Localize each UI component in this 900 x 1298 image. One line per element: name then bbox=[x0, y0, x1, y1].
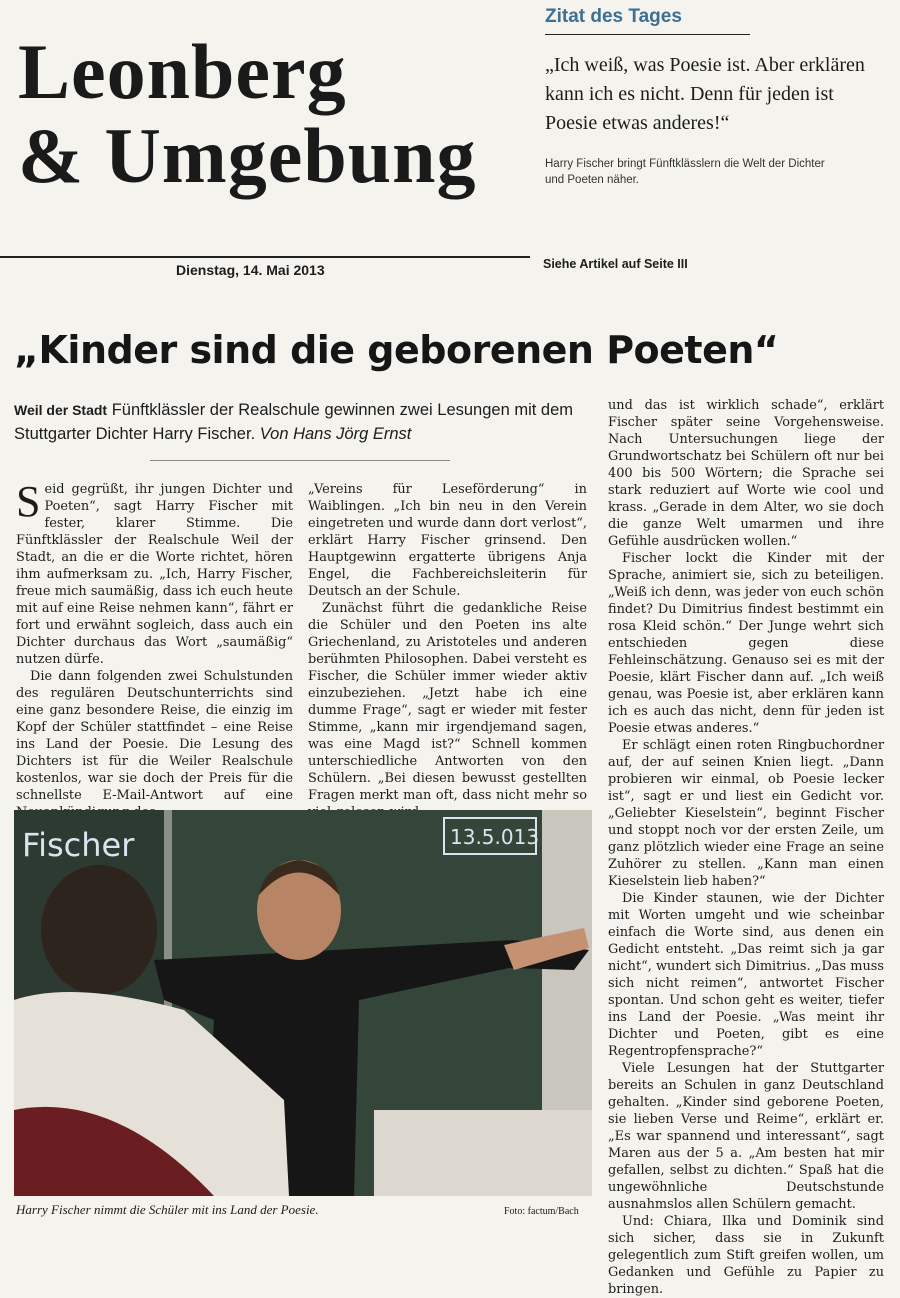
masthead-title bbox=[18, 30, 528, 198]
article-column-2 bbox=[308, 481, 587, 821]
column-3-paragraph-2: Fischer lockt die Kinder mit der Sprache, animiert sie, sich zu beteiligen. „Weiß ich denn, was jeder von euch schön findet? Du Dimitrius findest bestimmt ein rosa Kleid schön.“ Der Junge wehrt sich entschieden gegen diese Fehleinschätzung. Genauso sei es mit der Poesie, klärt Fischer dann auf. „Ich weiß genau, was Poesie ist, aber erklären kann ich es auch das nicht, denn für jeden ist Poesie etwas anderes.“ bbox=[608, 551, 884, 736]
masthead-divider bbox=[0, 256, 530, 258]
photo-credit: Foto: factum/Bach bbox=[504, 1206, 579, 1217]
lead-place: Weil der Stadt bbox=[14, 402, 108, 418]
board-text-right: 13.5.013 bbox=[450, 825, 540, 849]
classroom-photo-illustration bbox=[14, 810, 592, 1196]
masthead-line-2: & Umgebung bbox=[18, 112, 477, 199]
article-photo bbox=[14, 810, 592, 1196]
column-3-paragraph-1: und das ist wirklich schade“, erklärt Fischer später seine Vorgehensweise. Nach Untersuchungen liege der Grundwortschatz bei Schülern oft nur bei 400 bis 500 Wörtern; die Sprache sei stark reduziert auf Worte wie cool und krass. „Gerade in dem Alter, wo sie doch die ganze Welt umarmen und ihre Gefühle ausdrücken wollen.“ bbox=[608, 398, 884, 549]
quote-divider bbox=[545, 34, 750, 35]
masthead-line-1: Leonberg bbox=[18, 28, 347, 115]
article-column-1 bbox=[16, 477, 293, 821]
board-text-left: Fischer bbox=[22, 826, 135, 864]
drop-cap: S bbox=[16, 477, 41, 526]
quote-caption: Harry Fischer bringt Fünftklässlern die Welt der Dichter und Poeten näher. bbox=[545, 158, 825, 186]
column-3-paragraph-5: Viele Lesungen hat der Stuttgarter bereits an Schulen in ganz Deutschland gehalten. „Kinder sind geborene Poeten, sie lieben Verse und Reime“, erklärt er. „Es war spannend und interessant“, sagt Maren aus der 5 a. „Am besten hat mir gefallen, selbst zu dichten.“ Spaß hat die ungewöhnliche Deutschstunde ausnahmslos allen Schülern gemacht. bbox=[608, 1061, 884, 1212]
column-3-paragraph-6: Und: Chiara, Ilka und Dominik sind sich sicher, dass sie in Zukunft gelegentlich zum Stift greifen wollen, um Gedanken und Gefühle zu Papier zu bringen. bbox=[608, 1214, 884, 1297]
quote-page-reference: Siehe Artikel auf Seite III bbox=[543, 257, 688, 271]
article-lead bbox=[14, 398, 589, 446]
quote-text: „Ich weiß, was Poesie ist. Aber erklären kann ich es nicht. Denn für jeden ist Poesie etwas anderes!“ bbox=[545, 54, 865, 134]
column-1-paragraph-1: Seid gegrüßt, ihr jungen Dichter und Poeten“, sagt Harry Fischer mit fester, klarer Stimme. Die Fünftklässler der Realschule Weil der Stadt, an die er die Worte richtet, hören ihm aufmerksam zu. „Ich, Harry Fischer, freue mich saumäßig, dass ich euch heute mit auf eine Reise nehmen kann“, fährt er fort und erwähnt sogleich, dass auch ein Dichter durchaus das Wort „saumäßig“ nutzen dürfe. bbox=[16, 477, 293, 667]
quote-heading: Zitat des Tages bbox=[545, 6, 682, 27]
quote-of-the-day bbox=[545, 6, 875, 188]
column-3-paragraph-3: Er schlägt einen roten Ringbuchordner auf, der auf seinen Knien liegt. „Dann probieren wir einmal, ob Poesie lecker ist“, sagt er und liest ein Gedicht vor. „Geliebter Kieselstein“, beginnt Fischer und stoppt noch vor der ersten Zeile, um ganz plötzlich wieder eine Frage an seine Zuhörer zu stellen. „Kann man einen Kieselstein lieb haben?“ bbox=[608, 738, 884, 889]
column-1-paragraph-2: Die dann folgenden zwei Schulstunden des regulären Deutschunterrichts sind eine ganz besondere Reise, die einzig im Kopf der Schüler stattfindet – eine Reise ins Land der Poesie. Die Lesung des Dichters ist für die Weiler Realschule kostenlos, war sie doch der Preis für die schnellste E-Mail-Antwort auf eine bbox=[16, 669, 293, 803]
article-headline: „Kinder sind die geborenen Poeten“ bbox=[14, 328, 779, 372]
issue-date: Dienstag, 14. Mai 2013 bbox=[176, 262, 325, 278]
lead-text: Fünftklässler der Realschule gewinnen zwei Lesungen mit dem Stuttgarter Dichter Harry Fischer. bbox=[14, 401, 574, 443]
lead-author: Von Hans Jörg Ernst bbox=[259, 425, 412, 443]
column-2-paragraph-2: Zunächst führt die gedankliche Reise die Schüler und den Poeten ins alte Griechenland, zu Aristoteles und anderen berühmten Philosophen. Dabei versteht es Fischer, die Schüler immer wieder aktiv einzubeziehen. „Jetzt habe ich eine dumme Frage“, sagt er wieder mit fester Stimme, „kann mir irgendjemand sagen, was eine Magd ist?“ Schnell kommen unterschiedliche Antworten von den Schülern. „Bei diesen bewusst gestellten Fragen merkt man oft, dass nicht mehr so bbox=[308, 601, 587, 803]
article-column-3 bbox=[608, 397, 884, 1298]
column-2-paragraph-1: „Vereins für Leseförderung“ in Waiblingen. „Ich bin neu in den Verein eingetreten und wurde dann dort verlost“, erklärt Harry Fischer grinsend. Den Hauptgewinn ergatterte übrigens Anja Engel, die Fachbereichsleiterin für Deutsch an der Schule. bbox=[308, 482, 587, 599]
photo-caption: Harry Fischer nimmt die Schüler mit ins Land der Poesie. bbox=[16, 1202, 319, 1217]
column-3-paragraph-4: Die Kinder staunen, wie der Dichter mit Worten umgeht und wie scheinbar einfach die Worte sind, aus denen ein Gedicht entsteht. „Das reimt sich ja gar nicht“, wundert sich Dimitrius. „Das muss sich nicht reimen“, antwortet Fischer spontan. Und schon geht es weiter, tiefer ins Land der Poesie. „Was meint ihr Dichter und Poeten, gibt es eine Regentropfensprache?“ bbox=[608, 891, 884, 1059]
lead-divider bbox=[150, 460, 450, 461]
